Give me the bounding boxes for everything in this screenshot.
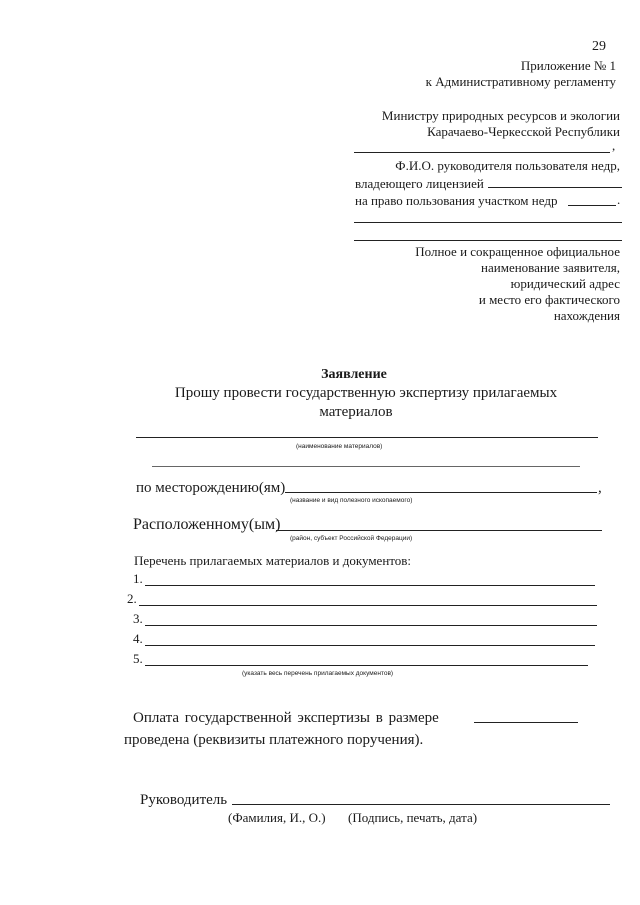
list-item-5-number: 5. — [133, 651, 143, 666]
addressee-line-1: Министру природных ресурсов и экологии — [381, 108, 620, 123]
appendix-line-1: Приложение № 1 — [520, 58, 616, 73]
subsoil-blank-line — [568, 205, 616, 206]
applicant-caption-line-2: наименование заявителя, — [481, 260, 620, 275]
signature-sign-hint: (Подпись, печать, дата) — [348, 810, 478, 825]
applicant-caption-line-3: юридический адрес — [510, 276, 620, 291]
list-item-1-line — [145, 585, 595, 586]
applicant-caption-line-4: и место его фактического — [478, 292, 620, 307]
materials-blank-line-2 — [152, 466, 580, 467]
list-hint: (указать весь перечень прилагаемых документов) — [242, 670, 394, 677]
addressee-blank-line-2 — [354, 222, 622, 223]
list-item-3-line — [145, 625, 597, 626]
subsoil-dot: . — [617, 192, 621, 207]
applicant-caption — [360, 244, 620, 324]
list-item-2-line — [139, 605, 597, 606]
appendix-line-2: к Административному регламенту — [425, 74, 616, 89]
addressee-blank-line-1 — [354, 152, 610, 153]
license-label: владеющего лицензией — [355, 176, 484, 191]
page-number: 29 — [592, 39, 606, 54]
signature-label: Руководитель — [140, 792, 228, 808]
addressee-comma: , — [612, 138, 616, 153]
request-line-2: материалов — [319, 404, 393, 420]
deposit-comma: , — [598, 480, 602, 496]
materials-hint: (наименование материалов) — [296, 443, 383, 450]
signature-name-hint: (Фамилия, И., О.) — [228, 810, 326, 825]
list-item-4-line — [145, 645, 595, 646]
list-item-3-number: 3. — [133, 611, 143, 626]
license-blank-line — [488, 187, 622, 188]
location-hint: (район, субъект Российской Федерации) — [290, 535, 413, 542]
addressee-blank-line-3 — [354, 240, 622, 241]
location-label: Расположенному(ым) — [133, 516, 281, 533]
signature-blank-line — [232, 804, 610, 805]
deposit-label: по месторождению(ям) — [136, 480, 286, 496]
list-title: Перечень прилагаемых материалов и документов: — [134, 553, 412, 568]
deposit-blank-line — [285, 492, 597, 493]
applicant-caption-line-1: Полное и сокращенное официальное — [415, 244, 620, 259]
document-title: Заявление — [321, 367, 387, 382]
list-item-5-line — [145, 665, 588, 666]
subsoil-right-label: на право пользования участком недр — [355, 193, 558, 208]
request-line-1: Прошу провести государственную экспертизу прилагаемых — [174, 385, 558, 401]
list-item-4-number: 4. — [133, 631, 143, 646]
applicant-caption-line-5: нахождения — [553, 308, 620, 323]
payment-blank-line — [474, 722, 578, 723]
location-blank-line — [276, 530, 602, 531]
payment-line-1: Оплата государственной экспертизы в размере — [133, 710, 439, 726]
materials-blank-line — [136, 437, 598, 438]
fio-label: Ф.И.О. руководителя пользователя недр, — [395, 158, 620, 173]
addressee-line-2: Карачаево-Черкесской Республики — [427, 124, 620, 139]
list-item-2-number: 2. — [127, 591, 137, 606]
payment-line-2: проведена (реквизиты платежного поручения). — [124, 732, 424, 748]
deposit-hint: (название и вид полезного ископаемого) — [290, 497, 413, 504]
list-item-1-number: 1. — [133, 571, 143, 586]
